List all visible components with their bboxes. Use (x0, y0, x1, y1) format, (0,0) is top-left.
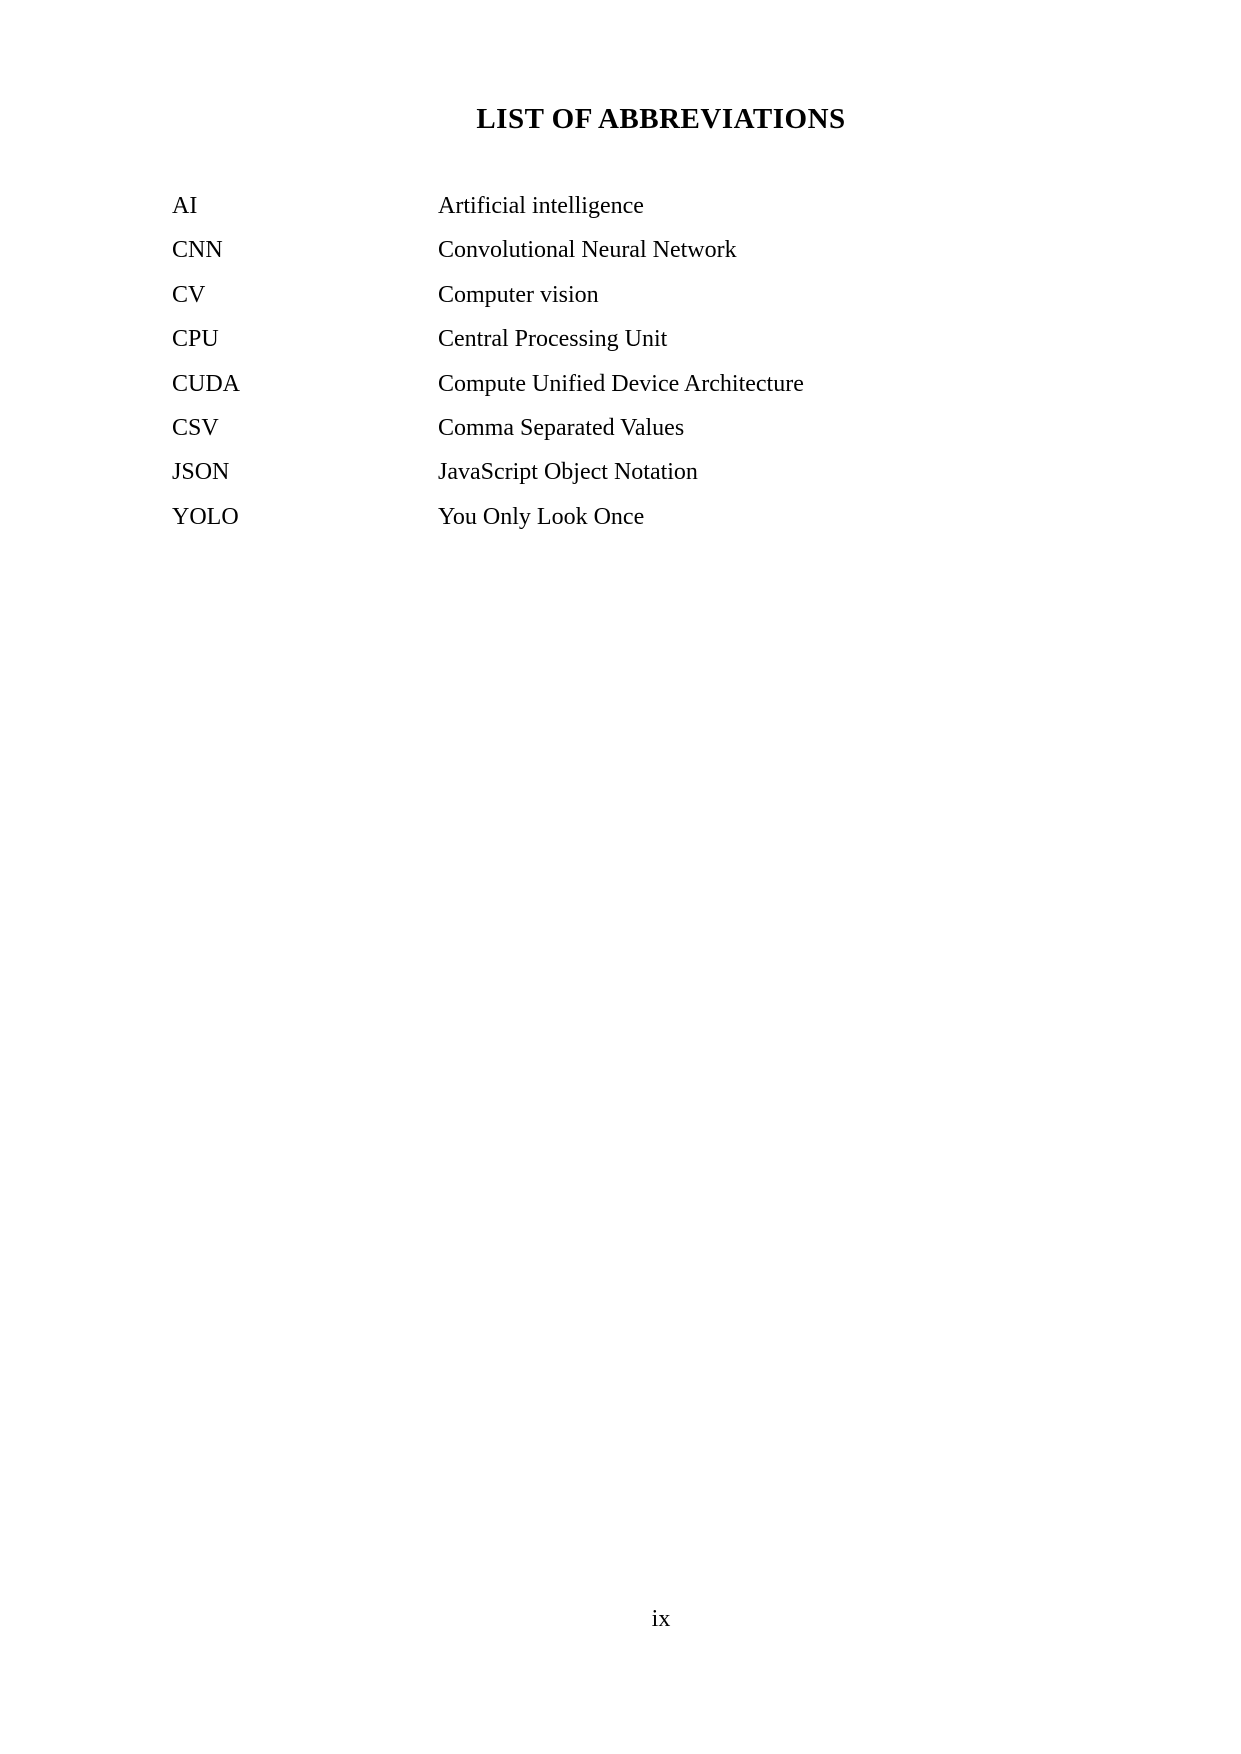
page-title: LIST OF ABBREVIATIONS (476, 103, 846, 135)
abbreviation-definition: Artificial intelligence (438, 193, 644, 219)
abbreviation-definition: Convolutional Neural Network (438, 237, 737, 264)
abbreviation-row (172, 184, 1150, 228)
abbreviation-row (172, 406, 1150, 450)
abbreviation-row (172, 362, 1150, 406)
abbreviation-definition: Compute Unified Device Architecture (438, 370, 804, 397)
abbreviation-term: CSV (172, 414, 219, 441)
abbreviation-definition: Comma Separated Values (438, 414, 685, 441)
abbreviation-row (172, 495, 1150, 539)
abbreviation-term: YOLO (172, 503, 239, 530)
abbreviation-row (172, 273, 1150, 317)
abbreviation-row (172, 450, 1150, 494)
abbreviation-definition: You Only Look Once (438, 503, 645, 530)
abbreviation-definition: Central Processing Unit (438, 326, 668, 353)
abbreviation-definition: Computer vision (438, 281, 599, 308)
abbreviation-list (172, 184, 1150, 539)
abbreviation-term: CNN (172, 237, 223, 264)
abbreviation-row (172, 317, 1150, 361)
abbreviation-row (172, 228, 1150, 272)
abbreviation-term: CUDA (172, 370, 241, 397)
abbreviation-term: JSON (172, 459, 230, 486)
page-number: ix (651, 1606, 671, 1632)
abbreviation-term: CPU (172, 326, 219, 353)
abbreviation-term: AI (172, 193, 198, 219)
abbreviation-definition: JavaScript Object Notation (438, 459, 698, 486)
abbreviation-term: CV (172, 281, 206, 308)
text-block (172, 0, 1150, 1754)
